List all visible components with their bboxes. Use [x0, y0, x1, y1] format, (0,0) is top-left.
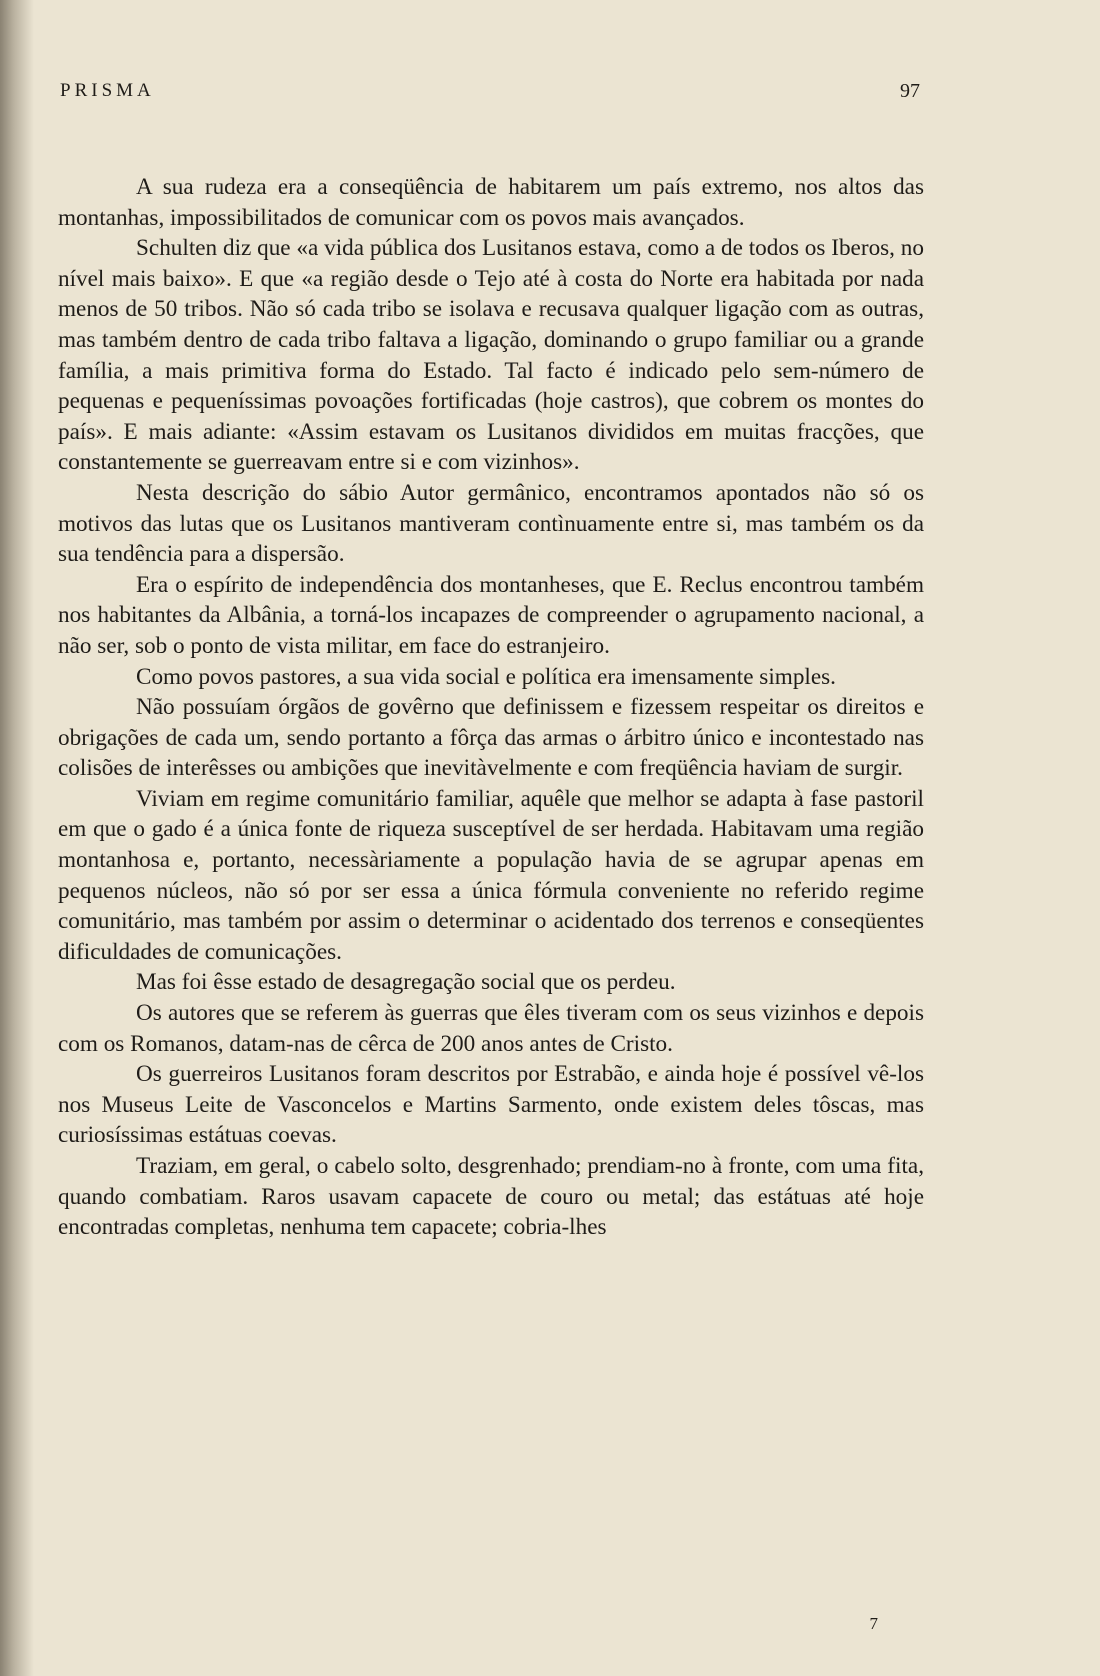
running-head — [60, 80, 920, 110]
paragraph-5: Como povos pastores, a sua vida social e política era imensamente simples. — [136, 663, 836, 690]
paragraph-9: Os autores que se referem às guerras que êles tiveram com os seus vizinhos e depois com os Romanos, datam-nas de cêrca de 200 anos antes de Cristo. — [58, 1000, 924, 1057]
paragraph-6: Não possuíam órgãos de govêrno que definissem e fizessem respeitar os direitos e obrigações de cada um, sendo portanto a fôrça das armas o árbitro único e incontestado nas colisões de interêsses ou ambições que inevitàvelmente e com freqüência haviam de surgir. — [58, 694, 924, 782]
paragraph-2: Schulten diz que «a vida pública dos Lusitanos estava, como a de todos os Iberos, no nível mais baixo». E que «a região desde o Tejo até à costa do Norte era habitada por nada menos de 50 tribos. Não só cada tribo se isolava e recusava qualquer ligação com as outras, mas também dentro de cada tribo faltava a ligação, dominando o grupo familiar ou a grande família, a mais primitiva forma do Estado. Tal facto é indicado pelo sem-número de pequenas e pequeníssimas povoações fortificadas (hoje castros), que cobrem os montes do país». E mais adiante: «Assim estavam os Lusitanos divididos em muitas fracções, que constantemente se guerreavam entre si e com vizinhos». — [58, 235, 924, 476]
paragraph-11: Traziam, em geral, o cabelo solto, desgrenhado; prendiam-no à fronte, com uma fita, quando combatiam. Raros usavam capacete de couro ou metal; das estátuas até hoje encontradas completas, nenhuma tem capacete; cobria-lhes — [58, 1153, 924, 1241]
paragraph-8: Mas foi êsse estado de desagregação social que os perdeu. — [136, 969, 676, 996]
page-binding-shadow — [0, 0, 34, 1676]
signature-mark: 7 — [869, 1614, 878, 1633]
journal-title: PRISMA — [60, 80, 155, 101]
paragraph-7: Viviam em regime comunitário familiar, aquêle que melhor se adapta à fase pastoril em que o gado é a única fonte de riqueza susceptível de ser herdada. Habitavam uma região montanhosa e, portanto, necessàriamente a população havia de se agrupar apenas em pequenos núcleos, não só por ser essa a única fórmula conveniente no referido regime comunitário, mas também por assim o determinar o acidentado dos terrenos e conseqüentes dificuldades de comunicações. — [58, 785, 924, 965]
paragraph-3: Nesta descrição do sábio Autor germânico, encontramos apontados não só os motivos das lutas que os Lusitanos mantiveram contìnuamente entre si, mas também os da sua tendência para a dispersão. — [58, 479, 924, 568]
body-text — [58, 172, 924, 1243]
paragraph-1: A sua rudeza era a conseqüência de habitarem um país extremo, nos altos das montanhas, impossibilitados de comunicar com os povos mais avançados. — [58, 174, 924, 231]
page-number: 97 — [900, 80, 920, 102]
paragraph-10: Os guerreiros Lusitanos foram descritos por Estrabão, e ainda hoje é possível vê-los nos Museus Leite de Vasconcelos e Martins Sarmento, onde existem deles tôscas, mas curiosíssimas estátuas coevas. — [58, 1061, 924, 1149]
paragraph-4: Era o espírito de independência dos montanheses, que E. Reclus encontrou também nos habitantes da Albânia, a torná-los incapazes de compreender o agrupamento nacional, a não ser, sob o ponto de vista militar, em face do estranjeiro. — [58, 571, 924, 659]
